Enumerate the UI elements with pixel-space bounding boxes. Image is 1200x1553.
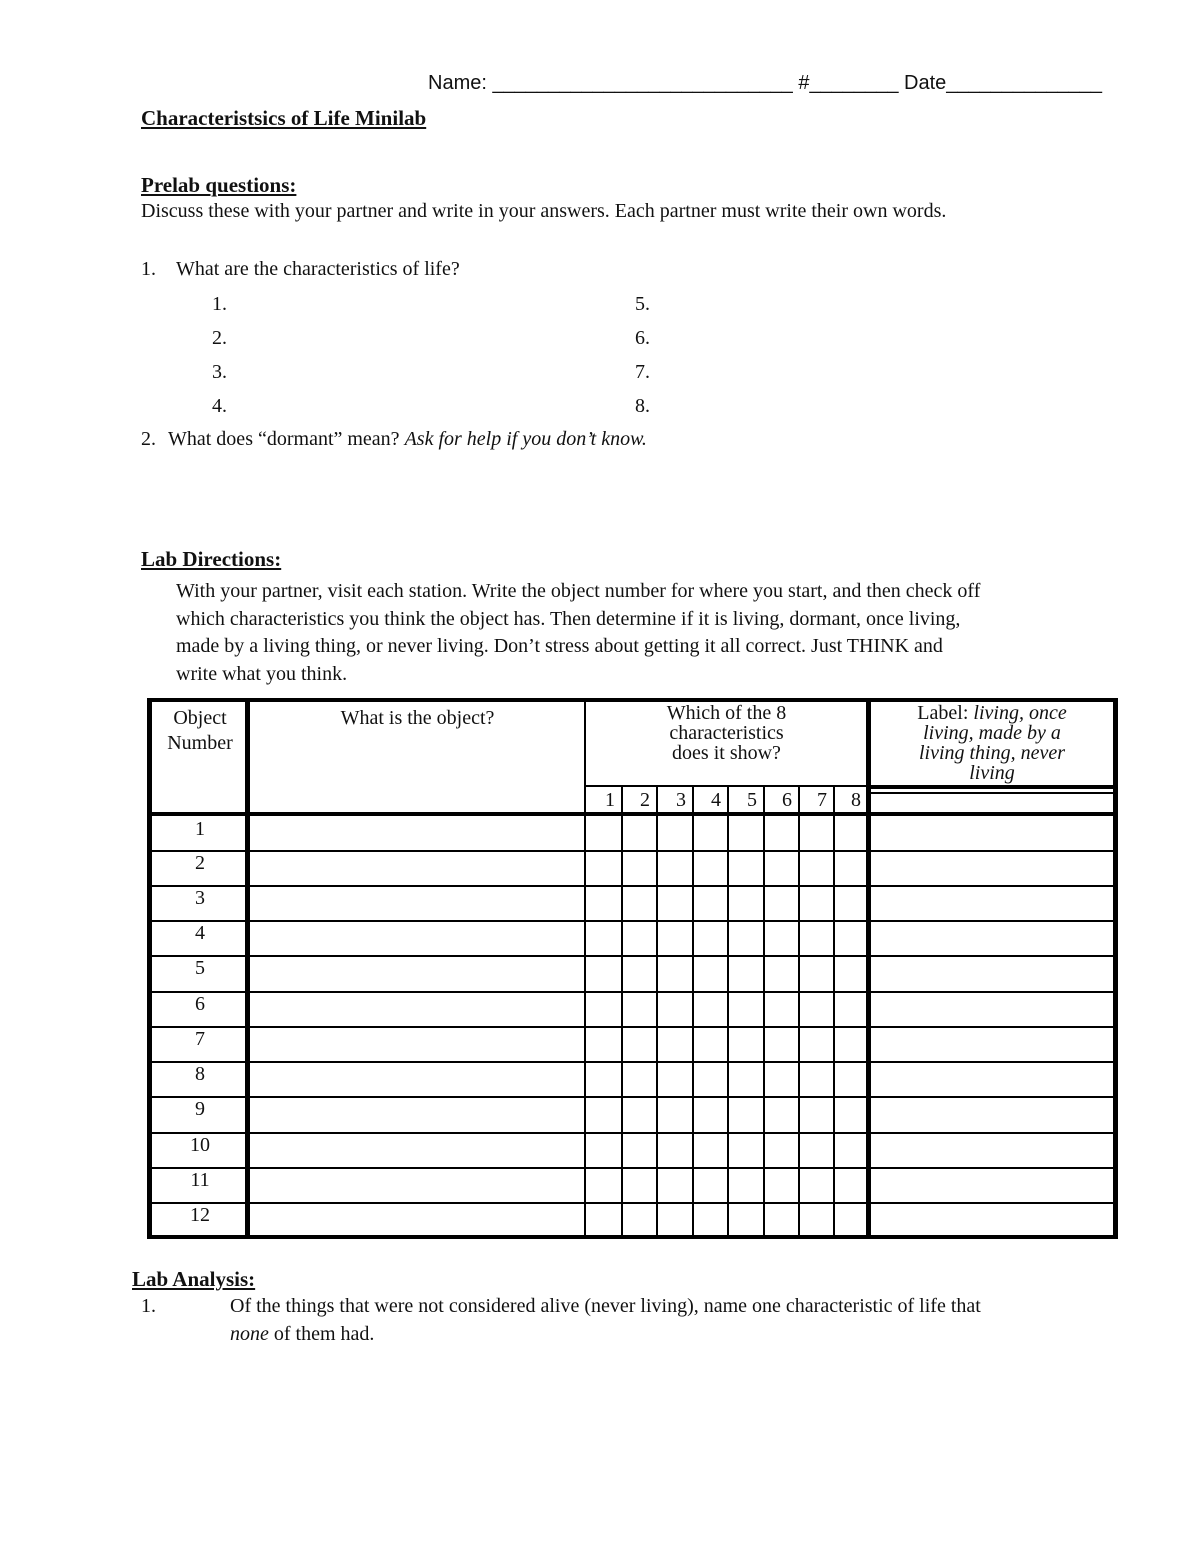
- question-1-number: 1.: [141, 258, 156, 280]
- name-date-header: [428, 72, 1102, 95]
- row-object-number: 8: [195, 1063, 205, 1085]
- object-name-cell[interactable]: [251, 887, 583, 919]
- characteristic-checkbox-cell[interactable]: [623, 887, 655, 919]
- characteristic-checkbox-cell[interactable]: [587, 957, 620, 990]
- question-2: [168, 428, 647, 451]
- number-blank[interactable]: ________: [809, 72, 899, 94]
- label-cell[interactable]: [871, 818, 1112, 849]
- characteristic-checkbox-cell[interactable]: [800, 1169, 832, 1201]
- characteristic-checkbox-cell[interactable]: [694, 887, 726, 919]
- characteristic-checkbox-cell[interactable]: [623, 993, 655, 1025]
- object-name-cell[interactable]: [251, 1169, 583, 1201]
- header-text: Object: [173, 707, 227, 729]
- object-name-cell[interactable]: [251, 1063, 583, 1095]
- characteristic-number: 8: [851, 789, 861, 811]
- characteristic-checkbox-cell[interactable]: [623, 1098, 655, 1131]
- date-label: Date: [904, 72, 947, 94]
- question-1-text: What are the characteristics of life?: [176, 258, 460, 280]
- label-options: living, made by a: [923, 722, 1061, 744]
- characteristic-checkbox-cell[interactable]: [800, 1028, 832, 1060]
- characteristic-checkbox-cell[interactable]: [765, 922, 797, 954]
- label-cell[interactable]: [871, 1063, 1112, 1095]
- characteristic-checkbox-cell[interactable]: [800, 1204, 832, 1238]
- answer-number: 7.: [635, 361, 650, 383]
- answer-number: 5.: [635, 293, 650, 315]
- characteristic-checkbox-cell[interactable]: [694, 1063, 726, 1095]
- characteristic-checkbox-cell[interactable]: [765, 993, 797, 1025]
- characteristic-checkbox-cell[interactable]: [694, 1204, 726, 1238]
- characteristic-checkbox-cell[interactable]: [835, 1134, 866, 1166]
- characteristic-checkbox-cell[interactable]: [729, 887, 762, 919]
- directions-line: With your partner, visit each station. Write the object number for where you start, and then check off: [176, 580, 981, 602]
- characteristic-checkbox-cell[interactable]: [765, 1134, 797, 1166]
- directions-line: made by a living thing, or never living. Don’t stress about getting it all correct. Just THINK and: [176, 635, 943, 657]
- characteristic-checkbox-cell[interactable]: [835, 993, 866, 1025]
- characteristic-checkbox-cell[interactable]: [835, 1063, 866, 1095]
- column-divider: [584, 698, 586, 1239]
- row-object-number: 6: [195, 993, 205, 1015]
- characteristic-checkbox-cell[interactable]: [658, 957, 691, 990]
- row-object-number: 12: [190, 1204, 210, 1226]
- object-name-cell[interactable]: [251, 1134, 583, 1166]
- characteristic-checkbox-cell[interactable]: [765, 1169, 797, 1201]
- header-divider: [868, 792, 1118, 794]
- label-options: living, once: [973, 702, 1067, 724]
- characteristic-checkbox-cell[interactable]: [694, 922, 726, 954]
- date-blank[interactable]: ______________: [946, 72, 1103, 94]
- characteristic-checkbox-cell[interactable]: [694, 1134, 726, 1166]
- name-blank[interactable]: ___________________________: [492, 72, 793, 94]
- characteristic-checkbox-cell[interactable]: [729, 1063, 762, 1095]
- row-object-number: 9: [195, 1098, 205, 1120]
- characteristic-checkbox-cell[interactable]: [800, 1098, 832, 1131]
- characteristic-checkbox-cell[interactable]: [765, 1028, 797, 1060]
- header-what-is-object: What is the object?: [340, 707, 495, 729]
- object-name-cell[interactable]: [251, 1028, 583, 1060]
- characteristic-checkbox-cell[interactable]: [835, 922, 866, 954]
- analysis-emphasis: none: [230, 1322, 269, 1345]
- lab-directions-text: [176, 578, 980, 688]
- label-cell[interactable]: [871, 922, 1112, 954]
- characteristic-checkbox-cell[interactable]: [623, 1204, 655, 1238]
- characteristic-number: 5: [747, 789, 757, 811]
- characteristic-checkbox-cell[interactable]: [623, 818, 655, 849]
- characteristic-checkbox-cell[interactable]: [587, 1169, 620, 1201]
- row-object-number: 10: [190, 1134, 210, 1156]
- characteristic-checkbox-cell[interactable]: [658, 818, 691, 849]
- characteristic-checkbox-cell[interactable]: [729, 1098, 762, 1131]
- characteristic-checkbox-cell[interactable]: [835, 852, 866, 884]
- characteristic-checkbox-cell[interactable]: [835, 1169, 866, 1201]
- name-label: Name:: [428, 72, 487, 94]
- characteristic-checkbox-cell[interactable]: [835, 887, 866, 919]
- characteristic-checkbox-cell[interactable]: [623, 1063, 655, 1095]
- answer-number: 2.: [212, 327, 227, 349]
- characteristic-checkbox-cell[interactable]: [765, 957, 797, 990]
- characteristic-checkbox-cell[interactable]: [729, 1134, 762, 1166]
- row-object-number: 3: [195, 887, 205, 909]
- characteristic-checkbox-cell[interactable]: [765, 1098, 797, 1131]
- characteristic-checkbox-cell[interactable]: [800, 922, 832, 954]
- analysis-question-1: [230, 1293, 981, 1348]
- answer-number: 1.: [212, 293, 227, 315]
- characteristic-checkbox-cell[interactable]: [587, 887, 620, 919]
- characteristic-checkbox-cell[interactable]: [587, 818, 620, 849]
- characteristic-checkbox-cell[interactable]: [658, 922, 691, 954]
- characteristic-checkbox-cell[interactable]: [694, 993, 726, 1025]
- characteristic-checkbox-cell[interactable]: [729, 922, 762, 954]
- lab-directions-heading: Lab Directions:: [141, 547, 282, 571]
- answer-number: 6.: [635, 327, 650, 349]
- label-cell[interactable]: [871, 1169, 1112, 1201]
- characteristic-checkbox-cell[interactable]: [800, 818, 832, 849]
- prelab-instructions: Discuss these with your partner and write in your answers. Each partner must write their own words.: [141, 200, 947, 222]
- answer-number: 3.: [212, 361, 227, 383]
- characteristic-checkbox-cell[interactable]: [729, 818, 762, 849]
- characteristic-number: 7: [817, 789, 827, 811]
- directions-line: which characteristics you think the object has. Then determine if it is living, dormant, once living,: [176, 607, 961, 630]
- prelab-heading: Prelab questions:: [141, 173, 297, 197]
- label-prefix: Label:: [917, 702, 974, 724]
- lab-analysis-heading: Lab Analysis:: [132, 1267, 256, 1291]
- analysis-question-text: of them had.: [268, 1322, 375, 1345]
- header-characteristics: [587, 703, 866, 763]
- characteristic-checkbox-cell[interactable]: [623, 957, 655, 990]
- characteristic-checkbox-cell[interactable]: [623, 1134, 655, 1166]
- header-divider: [585, 785, 868, 787]
- header-divider: [147, 812, 1118, 816]
- characteristic-checkbox-cell[interactable]: [587, 993, 620, 1025]
- label-cell[interactable]: [871, 993, 1112, 1025]
- characteristic-checkbox-cell[interactable]: [658, 1169, 691, 1201]
- characteristic-checkbox-cell[interactable]: [800, 887, 832, 919]
- characteristic-checkbox-cell[interactable]: [623, 1028, 655, 1060]
- table-border: [147, 698, 1118, 702]
- characteristic-checkbox-cell[interactable]: [694, 818, 726, 849]
- characteristic-checkbox-cell[interactable]: [729, 993, 762, 1025]
- characteristic-checkbox-cell[interactable]: [835, 1098, 866, 1131]
- header-divider: [868, 785, 1118, 789]
- characteristic-checkbox-cell[interactable]: [800, 1134, 832, 1166]
- characteristic-checkbox-cell[interactable]: [587, 1204, 620, 1238]
- characteristic-checkbox-cell[interactable]: [694, 852, 726, 884]
- directions-line: write what you think.: [176, 662, 348, 685]
- characteristic-checkbox-cell[interactable]: [587, 1063, 620, 1095]
- characteristic-checkbox-cell[interactable]: [765, 818, 797, 849]
- object-name-cell[interactable]: [251, 1098, 583, 1131]
- characteristic-checkbox-cell[interactable]: [729, 1169, 762, 1201]
- label-cell[interactable]: [871, 887, 1112, 919]
- characteristic-number: 6: [782, 789, 792, 811]
- characteristic-checkbox-cell[interactable]: [658, 887, 691, 919]
- characteristic-checkbox-cell[interactable]: [587, 1028, 620, 1060]
- characteristic-checkbox-cell[interactable]: [765, 1204, 797, 1238]
- label-options: living: [969, 762, 1015, 784]
- row-object-number: 11: [190, 1169, 210, 1191]
- object-name-cell[interactable]: [251, 1204, 583, 1238]
- characteristic-checkbox-cell[interactable]: [623, 1169, 655, 1201]
- characteristic-checkbox-cell[interactable]: [835, 1028, 866, 1060]
- object-name-cell[interactable]: [251, 818, 583, 849]
- characteristic-checkbox-cell[interactable]: [587, 852, 620, 884]
- characteristic-checkbox-cell[interactable]: [658, 1134, 691, 1166]
- row-object-number: 4: [195, 922, 205, 944]
- characteristic-checkbox-cell[interactable]: [729, 852, 762, 884]
- characteristic-checkbox-cell[interactable]: [694, 957, 726, 990]
- header-object-number: [151, 706, 249, 756]
- label-cell[interactable]: [871, 1134, 1112, 1166]
- label-options: living thing, never: [918, 742, 1066, 764]
- characteristic-checkbox-cell[interactable]: [800, 852, 832, 884]
- label-cell[interactable]: [871, 1204, 1112, 1238]
- characteristic-checkbox-cell[interactable]: [658, 1098, 691, 1131]
- characteristic-checkbox-cell[interactable]: [835, 1204, 866, 1238]
- label-cell[interactable]: [871, 1098, 1112, 1131]
- characteristic-checkbox-cell[interactable]: [835, 957, 866, 990]
- object-name-cell[interactable]: [251, 957, 583, 990]
- characteristic-checkbox-cell[interactable]: [800, 1063, 832, 1095]
- header-text: Which of the 8: [666, 702, 787, 724]
- header-text: characteristics: [669, 722, 784, 744]
- characteristic-number: 2: [640, 789, 650, 811]
- answer-number: 8.: [635, 395, 650, 417]
- characteristic-checkbox-cell[interactable]: [729, 1204, 762, 1238]
- page-title: Characteristsics of Life Minilab: [141, 106, 427, 130]
- characteristic-checkbox-cell[interactable]: [694, 1169, 726, 1201]
- question-2-help: Ask for help if you don’t know.: [404, 428, 647, 450]
- characteristic-checkbox-cell[interactable]: [658, 1063, 691, 1095]
- characteristics-table: [147, 698, 1118, 1239]
- characteristic-checkbox-cell[interactable]: [729, 1028, 762, 1060]
- answer-number: 4.: [212, 395, 227, 417]
- characteristic-checkbox-cell[interactable]: [587, 1134, 620, 1166]
- characteristic-checkbox-cell[interactable]: [765, 852, 797, 884]
- characteristic-checkbox-cell[interactable]: [623, 922, 655, 954]
- characteristic-checkbox-cell[interactable]: [800, 957, 832, 990]
- characteristic-checkbox-cell[interactable]: [587, 1098, 620, 1131]
- characteristic-number: 4: [711, 789, 721, 811]
- characteristic-checkbox-cell[interactable]: [623, 852, 655, 884]
- characteristic-checkbox-cell[interactable]: [800, 993, 832, 1025]
- characteristic-checkbox-cell[interactable]: [835, 818, 866, 849]
- analysis-question-1-number: 1.: [141, 1295, 156, 1317]
- characteristic-checkbox-cell[interactable]: [765, 1063, 797, 1095]
- characteristic-number: 3: [676, 789, 686, 811]
- characteristic-checkbox-cell[interactable]: [729, 957, 762, 990]
- header-text: does it show?: [672, 742, 781, 764]
- characteristic-checkbox-cell[interactable]: [587, 922, 620, 954]
- header-text: Number: [167, 732, 233, 754]
- characteristic-checkbox-cell[interactable]: [658, 1028, 691, 1060]
- header-text: [870, 703, 1114, 723]
- characteristic-checkbox-cell[interactable]: [694, 1028, 726, 1060]
- row-object-number: 7: [195, 1028, 205, 1050]
- object-name-cell[interactable]: [251, 852, 583, 884]
- characteristic-checkbox-cell[interactable]: [658, 852, 691, 884]
- characteristic-number: 1: [605, 789, 615, 811]
- label-cell[interactable]: [871, 1028, 1112, 1060]
- object-name-cell[interactable]: [251, 993, 583, 1025]
- characteristic-checkbox-cell[interactable]: [658, 1204, 691, 1238]
- question-2-number: 2.: [141, 428, 156, 450]
- label-cell[interactable]: [871, 852, 1112, 884]
- row-object-number: 5: [195, 957, 205, 979]
- question-2-text: What does “dormant” mean?: [168, 428, 400, 450]
- analysis-question-line: Of the things that were not considered alive (never living), name one characteristic of life that: [230, 1295, 981, 1317]
- label-cell[interactable]: [871, 957, 1112, 990]
- object-name-cell[interactable]: [251, 922, 583, 954]
- header-label: [870, 703, 1114, 783]
- characteristic-checkbox-cell[interactable]: [765, 887, 797, 919]
- analysis-question-line: [230, 1321, 981, 1349]
- characteristic-checkbox-cell[interactable]: [658, 993, 691, 1025]
- number-label: #: [798, 72, 810, 94]
- row-object-number: 2: [195, 852, 205, 874]
- table-border: [1113, 698, 1118, 1239]
- row-object-number: 1: [195, 818, 205, 840]
- characteristic-checkbox-cell[interactable]: [694, 1098, 726, 1131]
